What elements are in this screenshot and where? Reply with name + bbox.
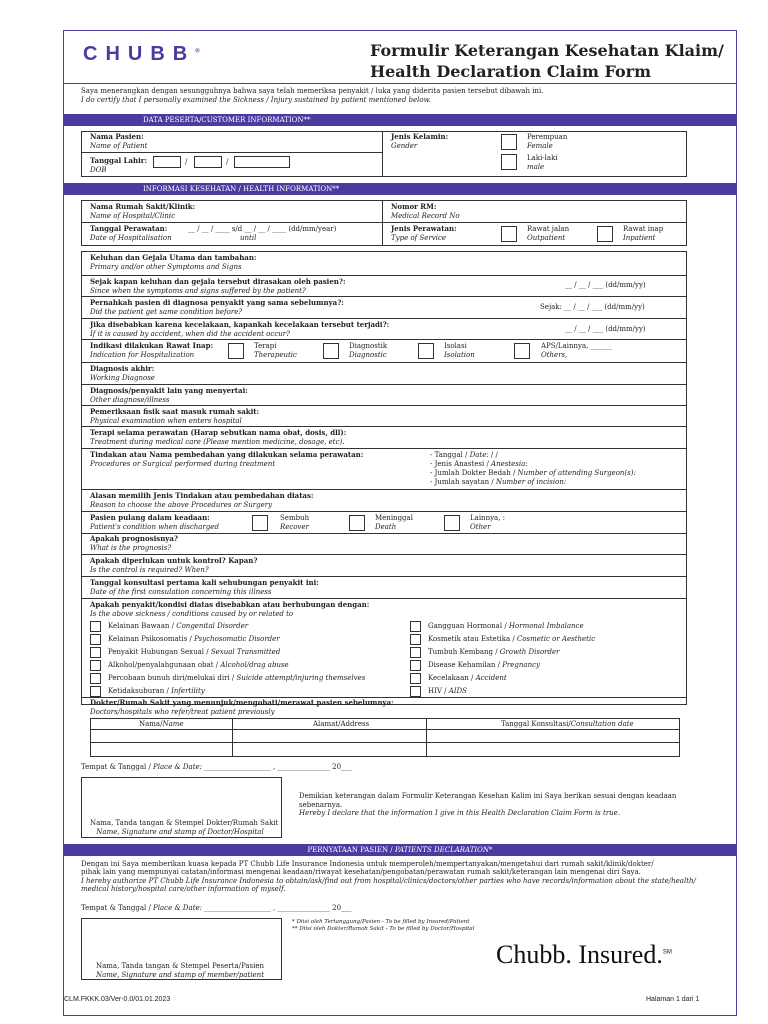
- cause-checkbox[interactable]: [410, 634, 421, 645]
- procedure-incisions: - Jumlah sayatan / Number of incision:: [430, 478, 567, 486]
- divider: [81, 222, 687, 223]
- fill-notes: * Diisi oleh Tertanggung/Pasien - To be filled by Insured/Patient ** Diisi oleh Dokter/Rumah Sakit - To be filled by Doctor/Hospital: [292, 919, 475, 932]
- recover-checkbox[interactable]: [252, 515, 268, 531]
- since-label: Sejak kapan keluhan dan gejala tersebut dirasakan oleh pasien?: Since when the symptoms and signs suffered by the patient?: [90, 277, 346, 295]
- patient-signature-caption: Nama, Tanda tangan & Stempel Peserta/Pasien Name, Signature and stamp of member/patient: [95, 962, 265, 979]
- cause-congenital-label: Kelainan Bawaan / Congenital Disorder: [108, 622, 249, 630]
- other-discharge-label: Lainnya, : Other: [470, 514, 506, 531]
- therapeutic-checkbox[interactable]: [228, 343, 244, 359]
- cause-checkbox[interactable]: [410, 647, 421, 658]
- divider: [81, 384, 687, 385]
- treat-date-until: until: [240, 234, 257, 242]
- divider: [81, 576, 687, 577]
- other-discharge-checkbox[interactable]: [444, 515, 460, 531]
- procedure-date: - Tanggal / Date: / /: [430, 451, 498, 459]
- causes-label: Apakah penyakit/kondisi diatas disebabkan atau berhubungan dengan: Is the above sickness / conditions caused by or related to: [90, 600, 370, 618]
- cause-checkbox[interactable]: [90, 660, 101, 671]
- divider: [81, 554, 687, 555]
- divider: [232, 718, 233, 757]
- cause-checkbox[interactable]: [90, 634, 101, 645]
- dob-sep: /: [185, 158, 188, 166]
- previous-diagnosis-label: Pernahkah pasien di diagnosa penyakit yang sama sebelumnya?: Did the patient get same condition before?: [90, 298, 344, 316]
- referral-col-name: Nama/Name: [139, 720, 184, 728]
- divider: [81, 362, 687, 363]
- procedure-details: [430, 451, 636, 487]
- cause-checkbox[interactable]: [410, 686, 421, 697]
- cause-hormonal-label: Gangguan Hormonal / Hormonal Imbalance: [428, 622, 584, 630]
- gender-label: Jenis Kelamin: Gender: [391, 132, 449, 150]
- reason-label: Alasan memilih Jenis Tindakan atau pembedahan diatas: Reason to choose the above Procedures or Surgery: [90, 491, 314, 509]
- doctor-signature-caption: Nama, Tanda tangan & Stempel Dokter/Rumah Sakit Name, Signature and stamp of Doctor/Hospital: [90, 819, 279, 836]
- divider: [90, 742, 680, 743]
- since-date-fill[interactable]: __ / __ / ___ (dd/mm/yy): [565, 281, 646, 289]
- cause-accident-label: Kecelakaan / Accident: [428, 674, 507, 682]
- dob-label: Tanggal Lahir: DOB: [90, 156, 148, 174]
- cause-checkbox[interactable]: [410, 660, 421, 671]
- cause-alcohol-label: Alkohol/penyalahgunaan obat / Alcohol/drag abuse: [108, 661, 289, 669]
- procedure-anesthesia: - Jenis Anastesi / Anestesia:: [430, 460, 528, 468]
- treat-date-label: Tanggal Perawatan: Date of Hospitalisation: [90, 224, 172, 242]
- death-checkbox[interactable]: [349, 515, 365, 531]
- recover-label: Sembuh Recover: [280, 514, 310, 531]
- cause-psychosomatic-label: Kelainan Psikosomatis / Psychosomatic Disorder: [108, 635, 280, 643]
- treatment-label: Terapi selama perawatan (Harap sebutkan nama obat, dosis, dll): Treatment during medical care (Please mention medicine, dosage, etc).: [90, 428, 347, 446]
- accident-date-fill[interactable]: __ / __ / ___ (dd/mm/yy): [565, 325, 646, 333]
- section-patient-title: PERNYATAAN PASIEN / PATIENTS DECLARATION*: [63, 844, 737, 856]
- procedure-label: Tindakan atau Nama pembedahan yang dilakukan selama perawatan: Procedures or Surgical performed during treatment: [90, 450, 364, 468]
- physical-exam-label: Pemeriksaan fisik saat masuk rumah sakit: Physical examination when enters hospital: [90, 407, 260, 425]
- cause-hiv-label: HIV / AIDS: [428, 687, 467, 695]
- divider: [81, 275, 687, 276]
- first-consult-label: Tanggal konsultasi pertama kali sehubungan penyakit ini: Date of the first consulation concerning this illness: [90, 578, 319, 596]
- cause-pregnancy-label: Disease Kehamilan / Pregnancy: [428, 661, 540, 669]
- divider: [382, 131, 383, 177]
- intro-text: Saya menerangkan dengan sesungguhnya bahwa saya telah memeriksa penyakit / luka yang diderita pasien tersebut dibawah ini. I do certify that I personally examined the Sickness / Injury sustained by patient mentioned below.: [81, 87, 544, 104]
- rm-label: Nomor RM: Medical Record No: [391, 202, 460, 220]
- diagnostic-label: Diagnostik Diagnostic: [349, 342, 388, 359]
- outpatient-checkbox[interactable]: [501, 226, 517, 242]
- divider: [90, 729, 680, 730]
- dob-month-field[interactable]: [194, 156, 222, 168]
- patient-declaration-text: Dengan ini Saya memberikan kuasa kepada PT Chubb Life Insurance Indonesia untuk memperoleh/mempertanyakan/mengetahui dari rumah sakit/klinik/dokter/ pihak lain yang mempunyai catatan/informasi mengenai keadaan/riwayat kesehatan/pengobatan/perawatan rumah sakit/keterangan lain mengenai diri Saya. I hereby authorize PT Chubb Life Insurance Indonesia to obtain/ask/find out from hospital/clinics/doctors/other parties who have records/information about the state/health/ medical history/hospital care/other information of myself.: [81, 860, 696, 893]
- dob-sep: /: [226, 158, 229, 166]
- divider: [382, 200, 383, 246]
- inpatient-label: Rawat inap Inpatient: [623, 225, 664, 242]
- service-label: Jenis Perawatan: Type of Service: [391, 224, 457, 242]
- therapeutic-label: Terapi Therapeutic: [254, 342, 297, 359]
- divider: [81, 405, 687, 406]
- inpatient-checkbox[interactable]: [597, 226, 613, 242]
- cause-checkbox[interactable]: [90, 686, 101, 697]
- section-health-title: INFORMASI KESEHATAN / HEALTH INFORMATION**: [63, 183, 737, 195]
- divider: [81, 296, 687, 297]
- female-label: Perempuan Female: [527, 133, 568, 150]
- divider: [81, 489, 687, 490]
- cause-suicide-label: Percobaan bunuh diri/melukai diri / Suicide attempt/injuring themselves: [108, 674, 366, 682]
- diagnostic-checkbox[interactable]: [323, 343, 339, 359]
- doctor-place-date[interactable]: Tempat & Tanggal / Place & Date: ___________________ , _______________ 20___: [81, 763, 352, 771]
- header-divider: [63, 83, 737, 84]
- hospital-label: Nama Rumah Sakit/Klinik: Name of Hospital/Clinic: [90, 202, 196, 220]
- male-checkbox[interactable]: [501, 154, 517, 170]
- divider: [81, 448, 687, 449]
- page-number: Halaman 1 dari 1: [646, 996, 700, 1003]
- cause-checkbox[interactable]: [410, 673, 421, 684]
- cause-cosmetic-label: Kosmetik atau Estetika / Cosmetic or Aesthetic: [428, 635, 596, 643]
- male-label: Laki-laki male: [527, 154, 558, 171]
- chubb-logo: CHUBB®: [83, 43, 200, 65]
- referral-label: Dokter/Rumah Sakit yang menunjuk/mengobati/merawat pasien sebelumnya: Doctors/hospitals who refer/treat patient previously: [90, 698, 394, 716]
- isolation-checkbox[interactable]: [418, 343, 434, 359]
- divider: [426, 718, 427, 757]
- previous-date-fill[interactable]: Sejak: __ / __ / ___ (dd/mm/yy): [540, 303, 645, 311]
- discharge-label: Pasien pulang dalam keadaan: Patient's condition when discharged: [90, 513, 219, 531]
- doctor-declaration: Demikian keterangan dalam Formulir Keterangan Kesehan Kalim ini Saya berikan sesuai dengan keadaan sebenarnya. Hereby I declare that the information I give in this Health Declaration Claim Form is true.: [299, 792, 677, 817]
- divider: [81, 152, 382, 153]
- dob-day-field[interactable]: [153, 156, 181, 168]
- patient-place-date[interactable]: Tempat & Tanggal / Place & Date: ___________________ , _______________ 20___: [81, 904, 352, 912]
- cause-checkbox[interactable]: [90, 647, 101, 658]
- customer-info-box: [81, 131, 687, 177]
- cause-infertility-label: Ketidaksuburan / Infertility: [108, 687, 205, 695]
- dob-year-field[interactable]: [234, 156, 290, 168]
- death-label: Meninggal Death: [375, 514, 413, 531]
- divider: [81, 318, 687, 319]
- divider: [81, 511, 687, 512]
- form-code: CLM.FKKK.03/Ver-0.0/01.01.2023: [64, 996, 171, 1003]
- female-checkbox[interactable]: [501, 134, 517, 150]
- divider: [81, 598, 687, 599]
- chubb-insured-brand: Chubb. Insured.℠: [496, 940, 672, 969]
- symptoms-label: Keluhan dan Gejala Utama dan tambahan: Primary and/or other Symptoms and Signs: [90, 253, 257, 271]
- others-label: APS/Lainnya, ______ Others,: [541, 342, 612, 359]
- accident-label: Jika disebabkan karena kecelakaan, kapankah kecelakaan tersebut terjadi?: If it is caused by accident, when did the accident occur?: [90, 320, 390, 338]
- working-diagnosis-label: Diagnosis akhir: Working Diagnose: [90, 364, 155, 382]
- form-title: Formulir Keterangan Kesehatan Klaim/ Health Declaration Claim Form: [370, 41, 724, 81]
- indication-label: Indikasi dilakukan Rawat Inap: Indication for Hospitalization: [90, 341, 214, 359]
- isolation-label: Isolasi Isolation: [444, 342, 475, 359]
- cause-checkbox[interactable]: [90, 621, 101, 632]
- others-checkbox[interactable]: [514, 343, 530, 359]
- section-customer-title: DATA PESERTA/CUSTOMER INFORMATION**: [63, 114, 737, 126]
- control-label: Apakah diperlukan untuk kontrol? Kapan? Is the control is required? When?: [90, 556, 258, 574]
- cause-growth-label: Tumbuh Kembang / Growth Disorder: [428, 648, 560, 656]
- cause-sexual-label: Penyakit Hubungan Sexual / Sexual Transmitted: [108, 648, 281, 656]
- referral-col-address: Alamat/Address: [313, 720, 370, 728]
- prognosis-label: Apakah prognosisnya? What is the prognosis?: [90, 534, 179, 552]
- divider: [81, 339, 687, 340]
- cause-checkbox[interactable]: [90, 673, 101, 684]
- other-diagnosis-label: Diagnosis/penyakit lain yang menyertai: Other diagnose/illness: [90, 386, 248, 404]
- treat-date-fill[interactable]: __ / __ / ____ s/d __ / __ / ____ (dd/mm/year): [188, 225, 337, 233]
- procedure-surgeons: - Jumlah Dokter Bedah / Number of attending Surgeon(s):: [430, 469, 636, 477]
- cause-checkbox[interactable]: [410, 621, 421, 632]
- referral-col-date: Tanggal Konsultasi/Consultation date: [501, 720, 634, 728]
- patient-name-label: Nama Pasien: Name of Patient: [90, 132, 148, 150]
- divider: [81, 426, 687, 427]
- outpatient-label: Rawat jalan Outpatient: [527, 225, 570, 242]
